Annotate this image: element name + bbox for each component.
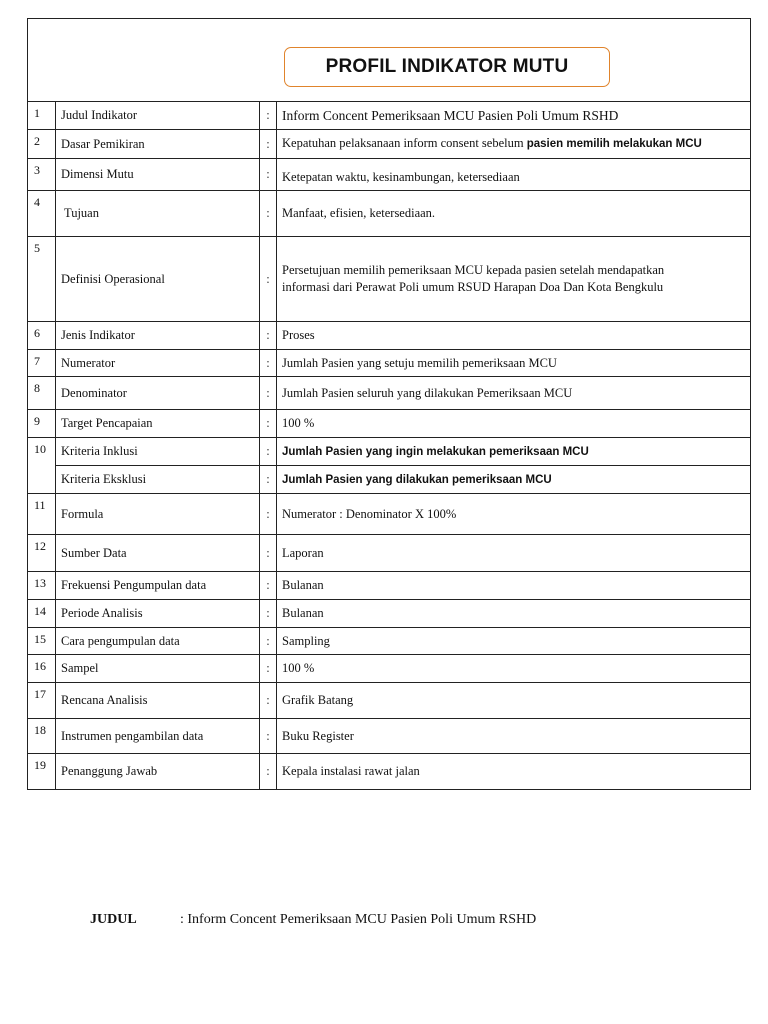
row-label: Target Pencapaian: [56, 410, 260, 438]
row-value: [277, 438, 751, 466]
row-colon: :: [260, 628, 277, 655]
row-value: [277, 130, 751, 159]
row-value: Buku Register: [277, 719, 751, 754]
row-colon: :: [260, 719, 277, 754]
footer-title-line: [90, 912, 536, 928]
row-colon: :: [260, 159, 277, 191]
row-number: 19: [28, 754, 56, 790]
row-number: 3: [28, 159, 56, 191]
row-value-bold: Jumlah Pasien yang dilakukan pemeriksaan MCU: [282, 473, 552, 486]
row-value: Jumlah Pasien yang setuju memilih pemeriksaan MCU: [277, 350, 751, 377]
row-label: Dasar Pemikiran: [56, 130, 260, 159]
table-row: [28, 719, 751, 754]
row-colon: :: [260, 377, 277, 410]
row-number: 11: [28, 494, 56, 535]
row-number: 18: [28, 719, 56, 754]
row-colon: :: [260, 600, 277, 628]
row-label: Kriteria Inklusi: [56, 438, 260, 466]
row-value-line2: informasi dari Perawat Poli umum RSUD Harapan Doa Dan Kota Bengkulu: [282, 280, 664, 294]
row-label: Periode Analisis: [56, 600, 260, 628]
row-value: Ketepatan waktu, kesinambungan, ketersediaan: [277, 159, 751, 191]
row-value: Kepala instalasi rawat jalan: [277, 754, 751, 790]
footer-value: : Inform Concent Pemeriksaan MCU Pasien Poli Umum RSHD: [180, 912, 537, 927]
page-title: PROFIL INDIKATOR MUTU: [284, 47, 610, 87]
table-row: [28, 655, 751, 683]
row-label: Penanggung Jawab: [56, 754, 260, 790]
table-row: [28, 494, 751, 535]
table-row: [28, 377, 751, 410]
row-colon: :: [260, 350, 277, 377]
table-row: [28, 438, 751, 466]
row-number: 5: [28, 237, 56, 322]
row-label: Sumber Data: [56, 535, 260, 572]
row-label: Denominator: [56, 377, 260, 410]
row-number: 7: [28, 350, 56, 377]
row-label: Numerator: [56, 350, 260, 377]
table-row: [28, 683, 751, 719]
row-value: 100 %: [277, 655, 751, 683]
row-value-bold: Jumlah Pasien yang ingin melakukan pemeriksaan MCU: [282, 445, 589, 458]
row-label: Jenis Indikator: [56, 322, 260, 350]
row-number: 9: [28, 410, 56, 438]
row-colon: :: [260, 322, 277, 350]
row-label: Frekuensi Pengumpulan data: [56, 572, 260, 600]
table-row: [28, 628, 751, 655]
row-label: Tujuan: [56, 191, 260, 237]
row-label: Kriteria Eksklusi: [56, 466, 260, 494]
row-number: 16: [28, 655, 56, 683]
row-colon: :: [260, 237, 277, 322]
row-label: Sampel: [56, 655, 260, 683]
row-number: 10: [28, 438, 56, 494]
row-value: 100 %: [277, 410, 751, 438]
row-number: 17: [28, 683, 56, 719]
table-row: [28, 159, 751, 191]
row-value-text: Kepatuhan pelaksanaan inform consent sebelum: [282, 136, 524, 150]
row-value: Numerator : Denominator X 100%: [277, 494, 751, 535]
row-value: Inform Concent Pemeriksaan MCU Pasien Poli Umum RSHD: [277, 102, 751, 130]
row-label: Cara pengumpulan data: [56, 628, 260, 655]
row-value: [277, 237, 751, 322]
row-value: Laporan: [277, 535, 751, 572]
row-colon: :: [260, 191, 277, 237]
table-row: [28, 410, 751, 438]
row-value-bold: pasien memilih melakukan MCU: [526, 138, 702, 150]
row-number: 14: [28, 600, 56, 628]
row-colon: :: [260, 466, 277, 494]
table-row: [28, 600, 751, 628]
row-colon: :: [260, 102, 277, 130]
row-colon: :: [260, 655, 277, 683]
indicator-profile-table: [27, 18, 751, 790]
table-row: [28, 102, 751, 130]
row-number: 1: [28, 102, 56, 130]
row-value: Sampling: [277, 628, 751, 655]
row-colon: :: [260, 130, 277, 159]
table-row: [28, 572, 751, 600]
row-number: 15: [28, 628, 56, 655]
row-label: Formula: [56, 494, 260, 535]
row-value: [277, 466, 751, 494]
row-colon: :: [260, 438, 277, 466]
row-label: Definisi Operasional: [56, 237, 260, 322]
row-number: 13: [28, 572, 56, 600]
row-number: 6: [28, 322, 56, 350]
table-row: [28, 322, 751, 350]
row-number: 2: [28, 130, 56, 159]
row-value: Grafik Batang: [277, 683, 751, 719]
row-number: 12: [28, 535, 56, 572]
row-colon: :: [260, 494, 277, 535]
row-value: Bulanan: [277, 600, 751, 628]
row-label: Rencana Analisis: [56, 683, 260, 719]
row-number: 8: [28, 377, 56, 410]
row-label: Instrumen pengambilan data: [56, 719, 260, 754]
table-row: [28, 350, 751, 377]
row-colon: :: [260, 410, 277, 438]
table-row: [28, 130, 751, 159]
row-colon: :: [260, 535, 277, 572]
row-value-line1: Persetujuan memilih pemeriksaan MCU kepada pasien setelah mendapatkan: [282, 263, 665, 277]
row-value: Bulanan: [277, 572, 751, 600]
row-label: Dimensi Mutu: [56, 159, 260, 191]
table-row: [28, 191, 751, 237]
footer-label: JUDUL: [90, 912, 137, 927]
row-colon: :: [260, 572, 277, 600]
row-colon: :: [260, 683, 277, 719]
row-label: Judul Indikator: [56, 102, 260, 130]
row-colon: :: [260, 754, 277, 790]
row-value: Jumlah Pasien seluruh yang dilakukan Pemeriksaan MCU: [277, 377, 751, 410]
table-row: [28, 466, 751, 494]
row-value: Manfaat, efisien, ketersediaan.: [277, 191, 751, 237]
table-row: [28, 754, 751, 790]
row-value: Proses: [277, 322, 751, 350]
table-row: [28, 535, 751, 572]
table-row: [28, 237, 751, 322]
row-number: 4: [28, 191, 56, 237]
